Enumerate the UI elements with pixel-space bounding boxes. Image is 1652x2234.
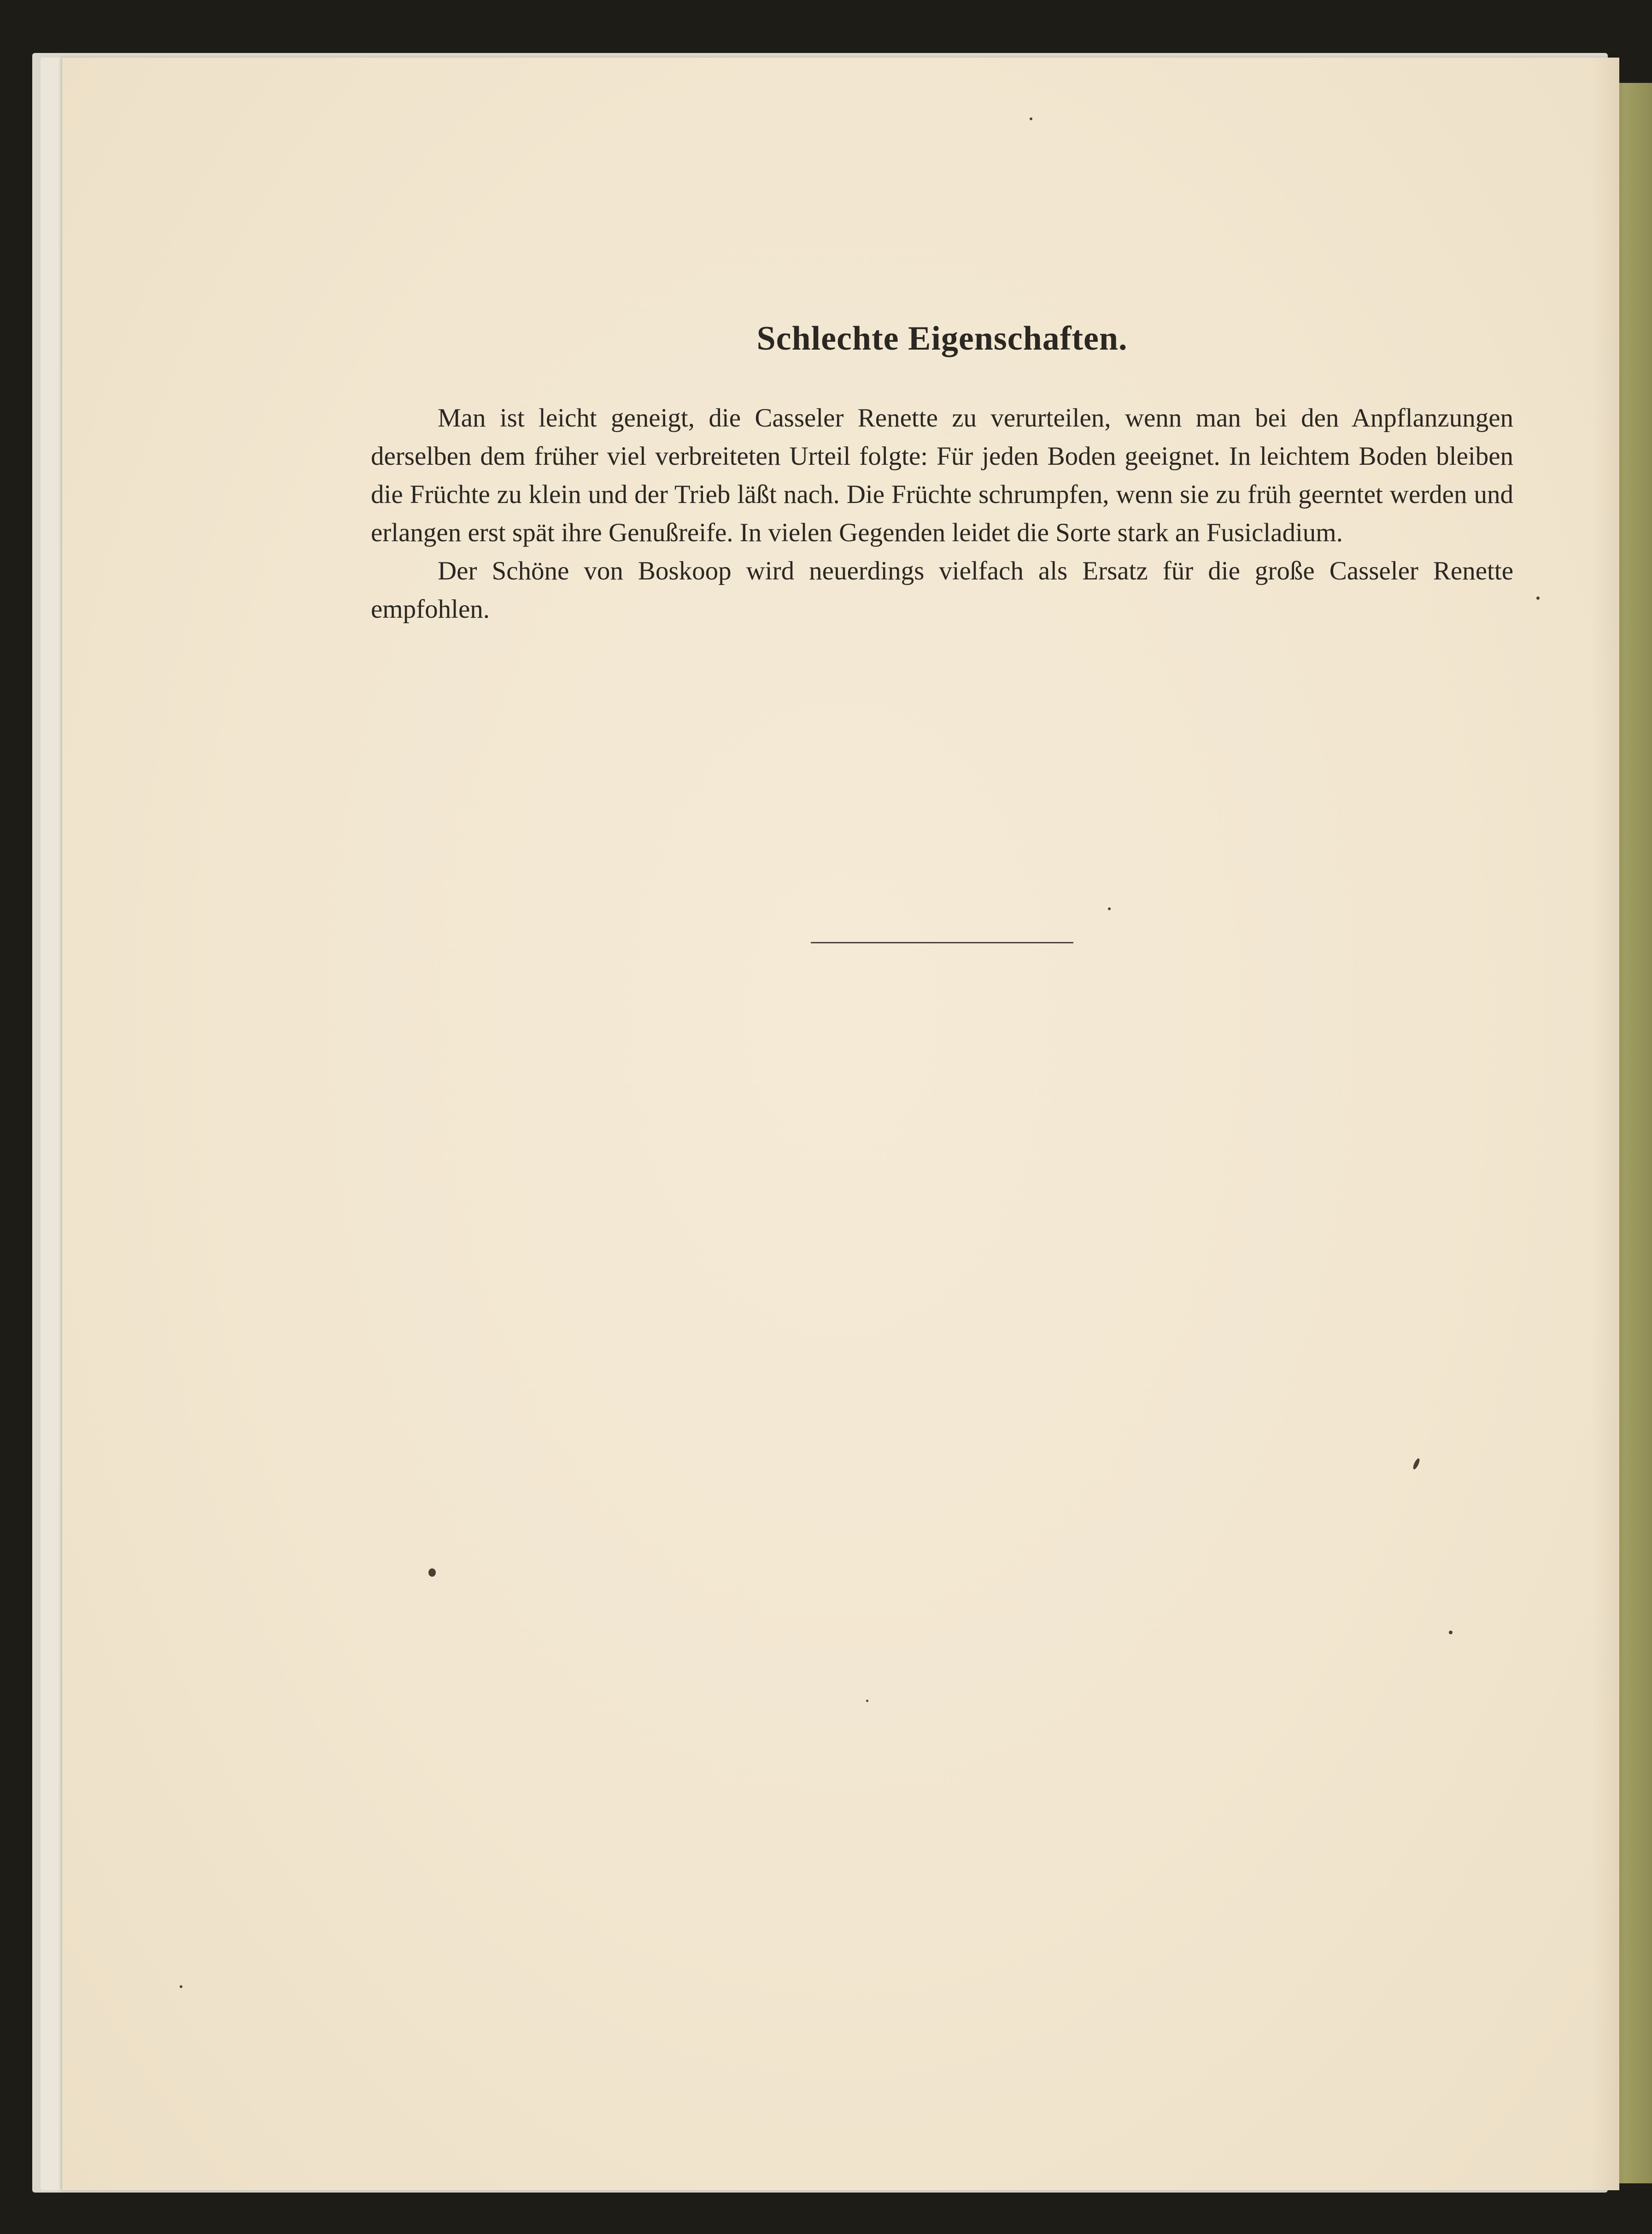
section-divider-rule (811, 942, 1073, 943)
paper-speck (180, 1985, 182, 1988)
paper-speck (428, 1568, 436, 1577)
paper-speck (866, 1700, 868, 1702)
page-content (371, 320, 1513, 628)
body-paragraph: Der Schöne von Boskoop wird neuerdings vielfach als Ersatz für die große Casseler Renette empfohlen. (371, 556, 1513, 624)
page-gutter-shadow (1592, 58, 1619, 2190)
paper-speck (1412, 1457, 1421, 1470)
paper-speck (1108, 907, 1111, 910)
document-page (62, 58, 1619, 2190)
paper-speck (1030, 117, 1032, 120)
body-paragraph: Man ist leicht geneigt, die Casseler Renette zu verurteilen, wenn man bei den Anpflanzungen derselben dem früher viel verbreiteten Urteil folgte: Für jeden Boden geeignet. In leichtem Boden bleiben die Früchte zu klein und der Trieb läßt nach. Die Früchte schrumpfen, wenn sie zu früh geerntet werden und erlangen erst spät ihre Genußreife. In vielen Gegenden leidet die Sorte stark an Fusicladium. (371, 404, 1513, 548)
paper-speck (1536, 597, 1540, 600)
paper-speck (1449, 1631, 1453, 1634)
page-title: Schlechte Eigenschaften. (756, 320, 1128, 357)
